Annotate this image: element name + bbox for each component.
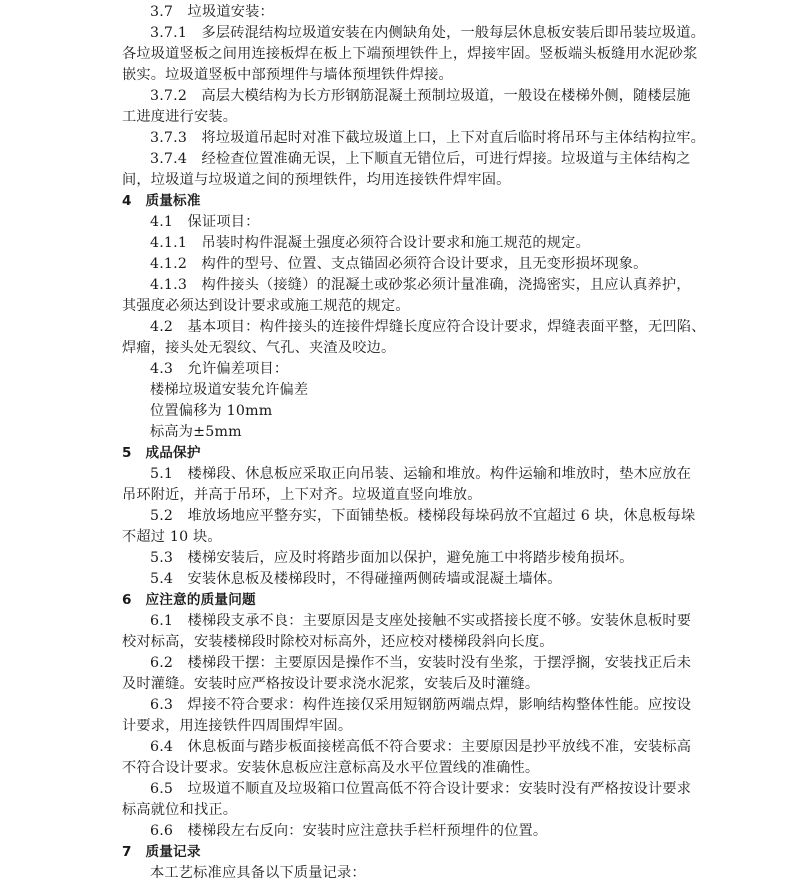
paragraph-4-2-line-1: 4.2 基本项目：构件接头的连接件焊缝长度应符合设计要求，焊缝表面平整，无凹陷、: [150, 319, 706, 335]
paragraph-7-intro: 本工艺标准应具备以下质量记录：: [150, 865, 366, 881]
paragraph-4-1-3-line-2: 其强度必须达到设计要求或施工规范的规定。: [122, 298, 410, 314]
paragraph-5-1-line-1: 5.1 楼梯段、休息板应采取正向吊装、运输和堆放。构件运输和堆放时，垫木应放在: [150, 466, 692, 482]
tolerance-position: 位置偏移为 10mm: [150, 403, 273, 419]
paragraph-6-2-line-1: 6.2 楼梯段干摆：主要原因是操作不当，安装时没有坐浆，于摆浮搁，安装找正后未: [150, 655, 692, 671]
section-4-1-heading: 4.1 保证项目：: [150, 214, 260, 230]
paragraph-3-7-4-line-2: 间，垃圾道与垃圾道之间的预埋铁件，均用连接铁件焊牢固。: [122, 172, 511, 188]
paragraph-4-1-2: 4.1.2 构件的型号、位置、支点锚固必须符合设计要求，且无变形损坏现象。: [150, 256, 648, 272]
paragraph-6-3-line-1: 6.3 焊接不符合要求：构件连接仅采用短钢筋两端点焊，影响结构整体性能。应按设: [150, 697, 692, 713]
paragraph-6-4-line-2: 不符合设计要求。安装休息板应注意标高及水平位置线的准确性。: [122, 760, 540, 776]
tolerance-title: 楼梯垃圾道安装允许偏差: [150, 382, 309, 398]
paragraph-5-4: 5.4 安装休息板及楼梯段时，不得碰撞两侧砖墙或混凝土墙体。: [150, 571, 562, 587]
paragraph-4-1-3-line-1: 4.1.3 构件接头（接缝）的混凝土或砂浆必须计量准确，浇捣密实，且应认真养护，: [150, 277, 691, 293]
section-6-heading: 6 应注意的质量问题: [122, 592, 256, 608]
paragraph-5-3: 5.3 楼梯安装后，应及时将踏步面加以保护，避免施工中将踏步棱角损坏。: [150, 550, 634, 566]
paragraph-6-1-line-2: 校对标高，安装楼梯段时除校对标高外，还应校对楼梯段斜向长度。: [122, 634, 554, 650]
paragraph-3-7-1-line-3: 嵌实。垃圾道竖板中部预埋件与墙体预埋铁件焊接。: [122, 67, 453, 83]
paragraph-6-6: 6.6 楼梯段左右反向：安装时应注意扶手栏杆预埋件的位置。: [150, 823, 548, 839]
paragraph-3-7-2-line-2: 工进度进行安装。: [122, 109, 238, 125]
paragraph-6-5-line-1: 6.5 垃圾道不顺直及垃圾箱口位置高低不符合设计要求：安装时没有严格按设计要求: [150, 781, 692, 797]
tolerance-elevation: 标高为±5mm: [150, 424, 242, 440]
paragraph-3-7-4-line-1: 3.7.4 经检查位置准确无误，上下顺直无错位后，可进行焊接。垃圾道与主体结构之: [150, 151, 691, 167]
section-4-3-heading: 4.3 允许偏差项目：: [150, 361, 289, 377]
paragraph-3-7-3: 3.7.3 将垃圾道吊起时对准下截垃圾道上口，上下对直后临时将吊环与主体结构拉牢。: [150, 130, 706, 146]
section-7-heading: 7 质量记录: [122, 844, 201, 860]
paragraph-4-1-1: 4.1.1 吊装时构件混凝土强度必须符合设计要求和施工规范的规定。: [150, 235, 590, 251]
section-4-heading: 4 质量标准: [122, 193, 201, 209]
paragraph-3-7-1-line-2: 各垃圾道竖板之间用连接板焊在板上下端预埋铁件上，焊接牢固。竖板端头板缝用水泥砂浆: [122, 46, 698, 62]
paragraph-6-4-line-1: 6.4 休息板面与踏步板面接槎高低不符合要求：主要原因是抄平放线不准，安装标高: [150, 739, 692, 755]
paragraph-6-5-line-2: 标高就位和找正。: [122, 802, 238, 818]
paragraph-5-1-line-2: 吊环附近，并高于吊环，上下对齐。垃圾道直竖向堆放。: [122, 487, 482, 503]
paragraph-6-3-line-2: 计要求，用连接铁件四周围焊牢固。: [122, 718, 353, 734]
paragraph-5-2-line-2: 不超过 10 块。: [122, 529, 222, 545]
paragraph-6-1-line-1: 6.1 楼梯段支承不良：主要原因是支座处接触不实或搭接长度不够。安装休息板时要: [150, 613, 692, 629]
section-3-7-heading: 3.7 垃圾道安装：: [150, 4, 274, 20]
section-5-heading: 5 成品保护: [122, 445, 201, 461]
paragraph-3-7-1-line-1: 3.7.1 多层砖混结构垃圾道安装在内侧缺角处，一般每层休息板安装后即吊装垃圾道。: [150, 25, 706, 41]
paragraph-6-2-line-2: 及时灌缝。安装时应严格按设计要求浇水泥浆，安装后及时灌缝。: [122, 676, 540, 692]
paragraph-3-7-2-line-1: 3.7.2 高层大模结构为长方形钢筋混凝土预制垃圾道，一般设在楼梯外侧，随楼层施: [150, 88, 691, 104]
paragraph-5-2-line-1: 5.2 堆放场地应平整夯实，下面铺垫板。楼梯段每垛码放不宜超过 6 块，休息板每垛: [150, 508, 696, 524]
paragraph-4-2-line-2: 焊瘤，接头处无裂纹、气孔、夹渣及咬边。: [122, 340, 396, 356]
